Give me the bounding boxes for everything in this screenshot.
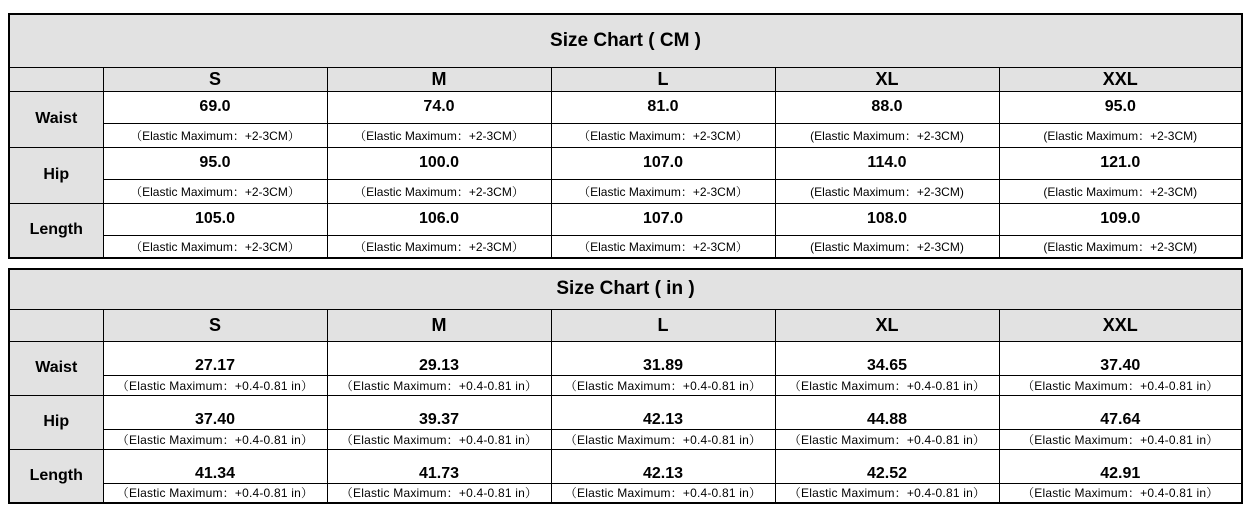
value-cell: 100.0 bbox=[327, 147, 551, 179]
row-label-waist: Waist bbox=[9, 91, 103, 147]
value-cell: 42.52 bbox=[775, 449, 999, 483]
elastic-note: （Elastic Maximum：+2-3CM） bbox=[551, 235, 775, 258]
elastic-note: （Elastic Maximum：+0.4-0.81 in） bbox=[327, 429, 551, 449]
row-label-waist: Waist bbox=[9, 341, 103, 395]
size-header-xxl: XXL bbox=[999, 67, 1242, 91]
table-row bbox=[9, 91, 1242, 123]
elastic-note: （Elastic Maximum：+0.4-0.81 in） bbox=[775, 375, 999, 395]
value-cell: 108.0 bbox=[775, 203, 999, 235]
row-label-hip: Hip bbox=[9, 395, 103, 449]
size-chart-cm-body bbox=[9, 14, 1242, 258]
size-header-s: S bbox=[103, 67, 327, 91]
value-cell: 106.0 bbox=[327, 203, 551, 235]
value-cell: 47.64 bbox=[999, 395, 1242, 429]
row-label-hip: Hip bbox=[9, 147, 103, 203]
table-row bbox=[9, 123, 1242, 147]
elastic-note: （Elastic Maximum：+0.4-0.81 in） bbox=[551, 429, 775, 449]
value-cell: 39.37 bbox=[327, 395, 551, 429]
elastic-note: （Elastic Maximum：+0.4-0.81 in） bbox=[103, 375, 327, 395]
value-cell: 34.65 bbox=[775, 341, 999, 375]
value-cell: 95.0 bbox=[103, 147, 327, 179]
elastic-note: （Elastic Maximum：+2-3CM） bbox=[327, 235, 551, 258]
value-cell: 44.88 bbox=[775, 395, 999, 429]
elastic-note: （Elastic Maximum：+2-3CM） bbox=[327, 179, 551, 203]
value-cell: 37.40 bbox=[999, 341, 1242, 375]
value-cell: 121.0 bbox=[999, 147, 1242, 179]
size-header-row bbox=[9, 309, 1242, 341]
size-header-m: M bbox=[327, 309, 551, 341]
size-chart-in bbox=[8, 268, 1243, 504]
elastic-note: （Elastic Maximum：+0.4-0.81 in） bbox=[103, 429, 327, 449]
chart-title: Size Chart ( in ) bbox=[9, 269, 1242, 309]
value-cell: 42.13 bbox=[551, 395, 775, 429]
size-header-m: M bbox=[327, 67, 551, 91]
elastic-note: (Elastic Maximum：+2-3CM) bbox=[999, 123, 1242, 147]
size-header-l: L bbox=[551, 67, 775, 91]
value-cell: 107.0 bbox=[551, 147, 775, 179]
title-row bbox=[9, 269, 1242, 309]
elastic-note: （Elastic Maximum：+0.4-0.81 in） bbox=[999, 483, 1242, 503]
value-cell: 95.0 bbox=[999, 91, 1242, 123]
size-header-xxl: XXL bbox=[999, 309, 1242, 341]
size-header-s: S bbox=[103, 309, 327, 341]
corner-cell bbox=[9, 309, 103, 341]
value-cell: 107.0 bbox=[551, 203, 775, 235]
size-header-l: L bbox=[551, 309, 775, 341]
elastic-note: (Elastic Maximum：+2-3CM) bbox=[999, 235, 1242, 258]
row-label-length: Length bbox=[9, 203, 103, 258]
table-row bbox=[9, 147, 1242, 179]
value-cell: 41.73 bbox=[327, 449, 551, 483]
table-row bbox=[9, 429, 1242, 449]
value-cell: 81.0 bbox=[551, 91, 775, 123]
elastic-note: （Elastic Maximum：+0.4-0.81 in） bbox=[999, 429, 1242, 449]
value-cell: 29.13 bbox=[327, 341, 551, 375]
size-header-xl: XL bbox=[775, 309, 999, 341]
value-cell: 31.89 bbox=[551, 341, 775, 375]
elastic-note: （Elastic Maximum：+2-3CM） bbox=[551, 179, 775, 203]
elastic-note: (Elastic Maximum：+2-3CM) bbox=[775, 235, 999, 258]
size-header-row bbox=[9, 67, 1242, 91]
elastic-note: （Elastic Maximum：+2-3CM） bbox=[103, 179, 327, 203]
table-row bbox=[9, 375, 1242, 395]
value-cell: 37.40 bbox=[103, 395, 327, 429]
elastic-note: （Elastic Maximum：+0.4-0.81 in） bbox=[327, 375, 551, 395]
elastic-note: （Elastic Maximum：+0.4-0.81 in） bbox=[103, 483, 327, 503]
table-row bbox=[9, 395, 1242, 429]
table-row bbox=[9, 203, 1242, 235]
table-row bbox=[9, 449, 1242, 483]
row-label-length: Length bbox=[9, 449, 103, 503]
value-cell: 109.0 bbox=[999, 203, 1242, 235]
value-cell: 88.0 bbox=[775, 91, 999, 123]
value-cell: 74.0 bbox=[327, 91, 551, 123]
table-row bbox=[9, 483, 1242, 503]
value-cell: 41.34 bbox=[103, 449, 327, 483]
value-cell: 42.91 bbox=[999, 449, 1242, 483]
elastic-note: （Elastic Maximum：+0.4-0.81 in） bbox=[775, 429, 999, 449]
elastic-note: （Elastic Maximum：+0.4-0.81 in） bbox=[775, 483, 999, 503]
value-cell: 69.0 bbox=[103, 91, 327, 123]
elastic-note: (Elastic Maximum：+2-3CM) bbox=[775, 179, 999, 203]
elastic-note: (Elastic Maximum：+2-3CM) bbox=[999, 179, 1242, 203]
elastic-note: （Elastic Maximum：+2-3CM） bbox=[551, 123, 775, 147]
elastic-note: （Elastic Maximum：+0.4-0.81 in） bbox=[327, 483, 551, 503]
elastic-note: （Elastic Maximum：+2-3CM） bbox=[327, 123, 551, 147]
elastic-note: (Elastic Maximum：+2-3CM) bbox=[775, 123, 999, 147]
value-cell: 114.0 bbox=[775, 147, 999, 179]
elastic-note: （Elastic Maximum：+2-3CM） bbox=[103, 123, 327, 147]
elastic-note: （Elastic Maximum：+0.4-0.81 in） bbox=[551, 483, 775, 503]
value-cell: 105.0 bbox=[103, 203, 327, 235]
size-chart-in-body bbox=[9, 269, 1242, 503]
corner-cell bbox=[9, 67, 103, 91]
table-row bbox=[9, 235, 1242, 258]
size-header-xl: XL bbox=[775, 67, 999, 91]
table-row bbox=[9, 179, 1242, 203]
elastic-note: （Elastic Maximum：+2-3CM） bbox=[103, 235, 327, 258]
value-cell: 42.13 bbox=[551, 449, 775, 483]
elastic-note: （Elastic Maximum：+0.4-0.81 in） bbox=[551, 375, 775, 395]
title-row bbox=[9, 14, 1242, 67]
elastic-note: （Elastic Maximum：+0.4-0.81 in） bbox=[999, 375, 1242, 395]
table-row bbox=[9, 341, 1242, 375]
value-cell: 27.17 bbox=[103, 341, 327, 375]
size-chart-cm bbox=[8, 13, 1243, 259]
chart-title: Size Chart ( CM ) bbox=[9, 14, 1242, 67]
